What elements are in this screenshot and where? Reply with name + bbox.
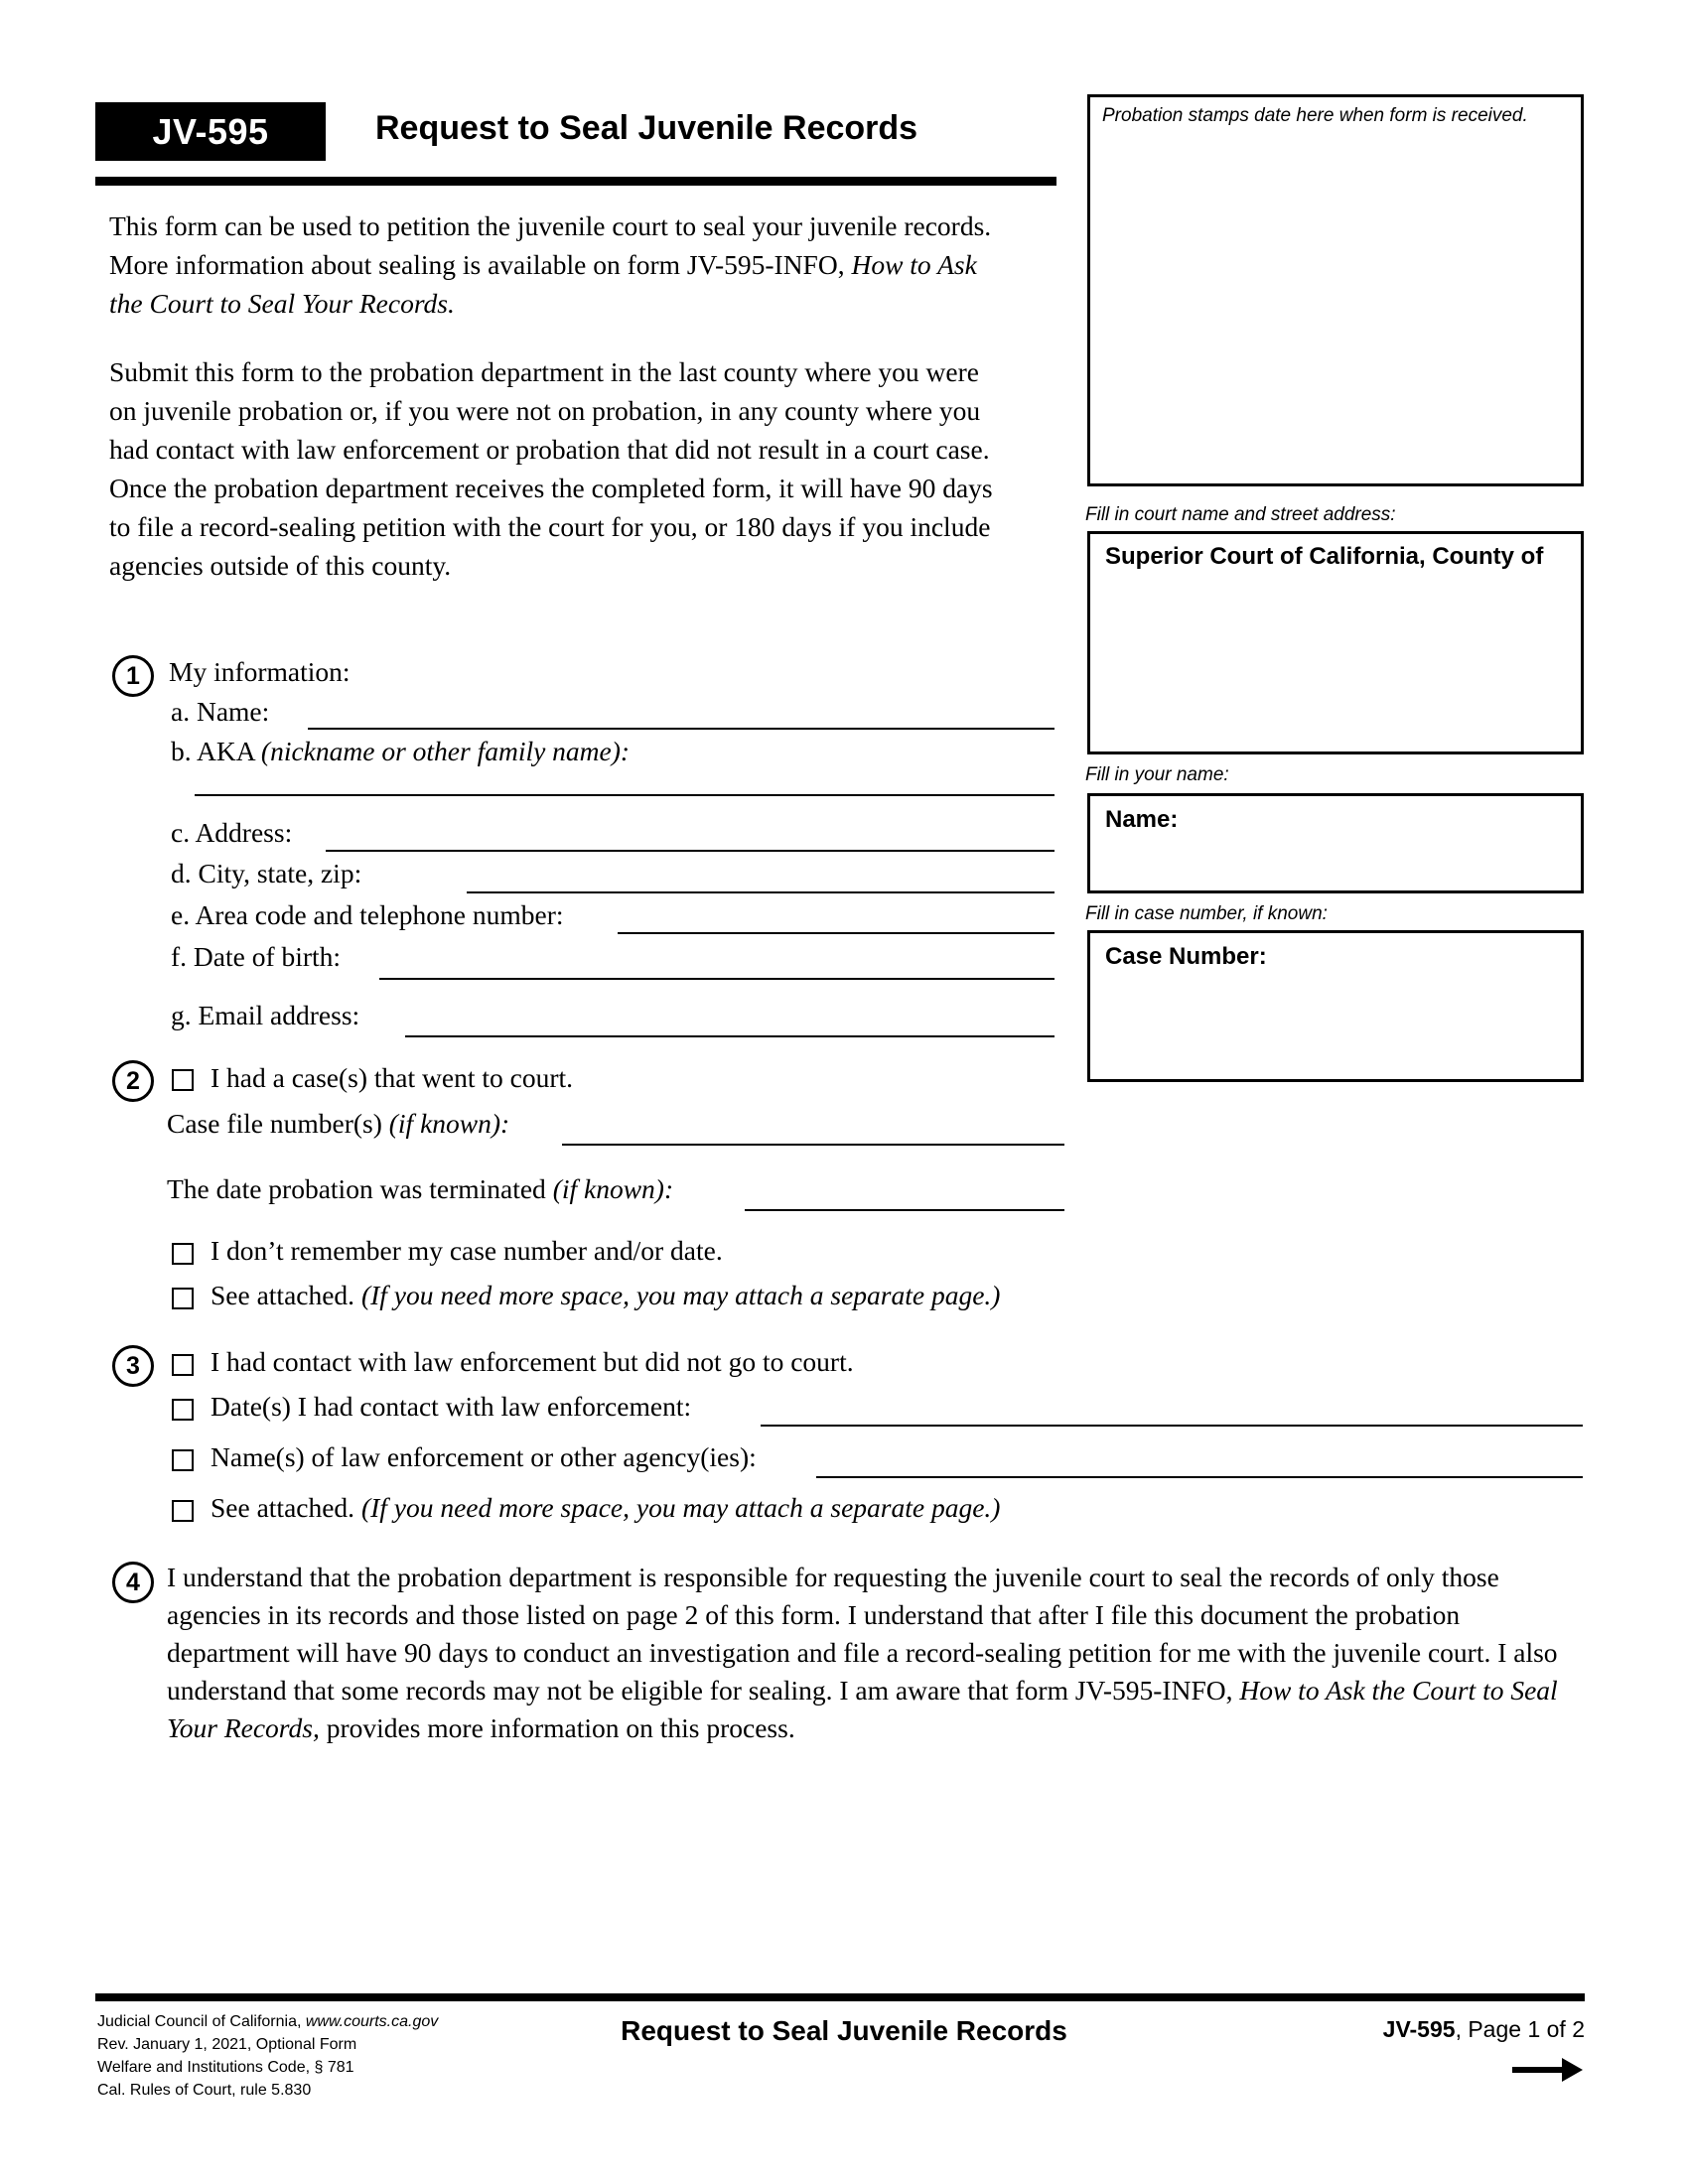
item-3-agency-names-input[interactable] [816,1476,1583,1478]
item-2-case-file-input[interactable] [562,1144,1064,1146]
footer-line-2: Rev. January 1, 2021, Optional Form [97,2036,357,2053]
your-name-label: Name: [1105,806,1179,833]
footer-line-1-url: www.courts.ca.gov [305,2013,439,2030]
item-2-termination-date-input[interactable] [745,1209,1064,1211]
item-4-text-italic: How to Ask the Court to Seal Your Records, [167,1675,1558,1743]
intro-paragraph-1 [109,206,1008,323]
item-4-text-part-2: provides more information on this process. [319,1712,795,1743]
footer-line-1-plain: Judicial Council of California, [97,2013,306,2030]
item-1b-label-plain: b. AKA [171,736,261,766]
item-3-checkbox-see-attached-label [211,1491,1000,1525]
court-box-caption: Fill in court name and street address: [1085,504,1396,525]
page-title: Request to Seal Juvenile Records [375,109,918,147]
item-3-number: 3 [112,1345,154,1387]
item-1-heading: My information: [169,656,351,687]
item-2-checkbox-case-went-to-court-label: I had a case(s) that went to court. [211,1062,573,1093]
item-4-text [167,1559,1587,1747]
item-2-termination-date-label [167,1172,673,1206]
header-divider [95,177,1056,186]
footer-divider [95,1993,1585,2001]
item-2-checkbox-dont-remember-label: I don’t remember my case number and/or date. [211,1235,723,1266]
intro-paragraph-1-text: This form can be used to petition the juvenile court to seal your juvenile records. More information about sealing is available on form JV-595-INFO, [109,210,992,280]
item-1b-label [171,735,630,768]
item-2-see-attached-plain: See attached. [211,1280,361,1310]
footer-page-count: , Page 1 of 2 [1455,2016,1585,2042]
item-4-number: 4 [112,1562,154,1603]
item-3-see-attached-plain: See attached. [211,1492,361,1523]
item-3-see-attached-italic: (If you need more space, you may attach a separate page.) [360,1492,1001,1523]
item-2-checkbox-see-attached[interactable] [172,1288,194,1309]
footer-form-title: Request to Seal Juvenile Records [621,2015,1067,2046]
item-1c-address-input[interactable] [326,850,1055,852]
intro-paragraph-2: Submit this form to the probation department in the last county where you were on juvenile probation or, if you were not on probation, in any county where you had contact with law enforcement or probation that did not result in a court case. Once the probation department receives the completed form, it will have 90 days to file a record-sealing petition with the court for you, or 180 days if you include agencies outside of this county. [109,356,993,581]
footer-page-form-number: JV-595 [1382,2016,1456,2042]
item-2-number: 2 [112,1060,154,1102]
item-2-checkbox-dont-remember[interactable] [172,1243,194,1265]
item-1d-label: d. City, state, zip: [171,858,362,888]
item-3-checkbox-law-enforcement-contact-label: I had contact with law enforcement but did not go to court. [211,1346,854,1377]
item-1g-label: g. Email address: [171,1000,360,1030]
item-3-checkbox-contact-dates-label: Date(s) I had contact with law enforcement: [211,1391,692,1422]
arrow-right-icon [1512,2053,1584,2087]
item-2-checkbox-see-attached-label [211,1279,1000,1312]
item-3-checkbox-law-enforcement-contact[interactable] [172,1354,194,1376]
item-1a-name-input[interactable] [308,728,1055,730]
item-1c-label: c. Address: [171,817,293,848]
probation-stamp-box[interactable] [1087,94,1584,486]
item-1e-label: e. Area code and telephone number: [171,899,564,930]
item-2-case-file-label [167,1107,509,1141]
item-1d-city-state-zip-input[interactable] [467,891,1055,893]
case-number-box-caption: Fill in case number, if known: [1085,903,1328,924]
footer-page-number [1383,2016,1585,2043]
item-1a-label: a. Name: [171,696,270,727]
item-2-case-file-label-plain: Case file number(s) [167,1108,389,1139]
item-2-termination-date-label-plain: The date probation was terminated [167,1173,553,1204]
footer-line-4: Cal. Rules of Court, rule 5.830 [97,2082,312,2099]
court-name-label: Superior Court of California, County of [1105,543,1544,570]
item-3-contact-dates-input[interactable] [761,1425,1583,1427]
item-2-see-attached-italic: (If you need more space, you may attach a separate page.) [360,1280,1001,1310]
item-2-termination-date-label-italic: (if known): [552,1173,674,1204]
item-1f-label: f. Date of birth: [171,941,342,972]
form-number-badge: JV-595 [95,102,326,161]
item-1g-email-input[interactable] [405,1035,1055,1037]
item-3-checkbox-agency-names-label: Name(s) of law enforcement or other agency(ies): [211,1441,757,1472]
item-1e-phone-input[interactable] [618,932,1055,934]
item-3-checkbox-contact-dates[interactable] [172,1399,194,1421]
item-1b-label-italic: (nickname or other family name): [260,736,631,766]
item-3-checkbox-agency-names[interactable] [172,1449,194,1471]
item-4-text-part-1: I understand that the probation department is responsible for requesting the juvenile court to seal the records of only those agencies in its records and those listed on page 2 of this form. I understand that after I file this document the probation department will have 90 days to conduct an investigation and file a record-sealing petition for me with the juvenile court. I also understand that some records may not be eligible for sealing. I am aware that form JV-595-INFO, [167,1562,1558,1706]
intro-paragraph-1-italic: How to Ask the Court to Seal Your Records. [109,249,977,319]
item-1-number: 1 [112,655,154,697]
name-box-caption: Fill in your name: [1085,764,1229,785]
item-1b-aka-input[interactable] [195,794,1055,796]
item-1f-dob-input[interactable] [379,978,1055,980]
case-number-label: Case Number: [1105,943,1267,970]
item-2-checkbox-case-went-to-court[interactable] [172,1069,194,1091]
item-3-checkbox-see-attached[interactable] [172,1500,194,1522]
probation-stamp-note: Probation stamps date here when form is received. [1102,105,1528,126]
footer-line-3: Welfare and Institutions Code, § 781 [97,2059,354,2076]
item-2-case-file-label-italic: (if known): [388,1108,510,1139]
